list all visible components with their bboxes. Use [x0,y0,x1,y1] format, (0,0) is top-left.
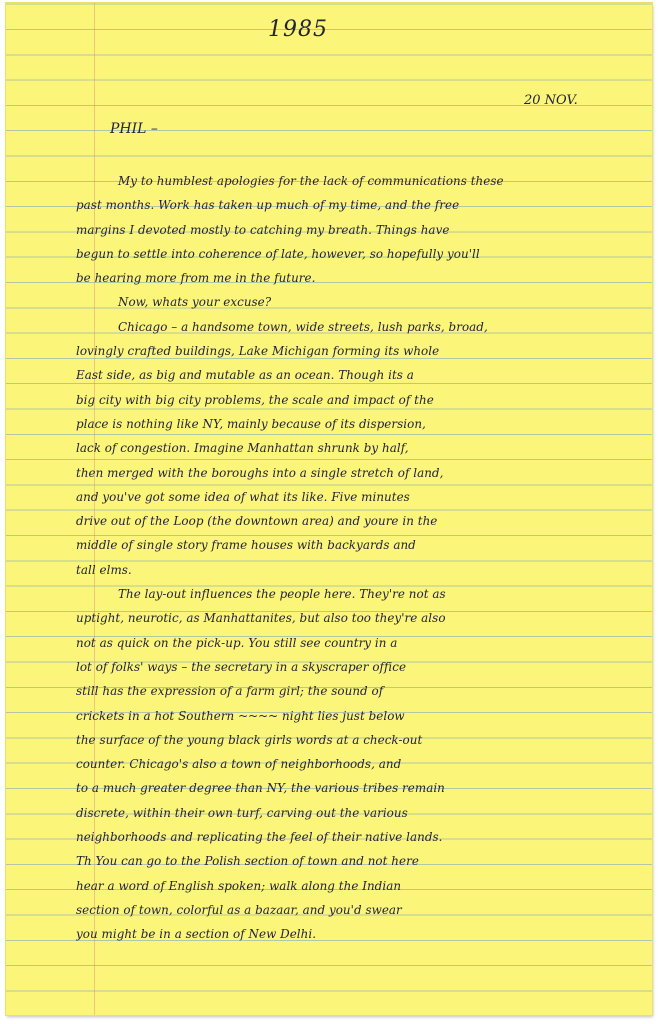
letter-line: The lay-out influences the people here. They're not as [118,587,446,602]
letter-body [76,169,631,947]
letter-line: neighborhoods and replicating the feel of their native lands. [76,830,443,845]
letter-line: lovingly crafted buildings, Lake Michigan forming its whole [76,344,440,359]
letter-line: Chicago – a handsome town, wide streets, lush parks, broad, [118,319,488,334]
letter-line: section of town, colorful as a bazaar, and you'd swear [76,902,402,917]
letter-line: margins I devoted mostly to catching my breath. Things have [76,222,450,237]
letter-line: you might be in a section of New Delhi. [76,927,317,942]
letter-line: counter. Chicago's also a town of neighborhoods, and [76,757,402,772]
letter-line: begun to settle into coherence of late, however, so hopefully you'll [76,246,480,261]
letter-line: not as quick on the pick-up. You still see country in a [76,635,398,650]
letter-line: middle of single story frame houses with backyards and [76,538,416,553]
letter-line: the surface of the young black girls words at a check-out [76,732,423,747]
letter-line: then merged with the boroughs into a single stretch of land, [76,465,444,480]
letter-line: past months. Work has taken up much of my time, and the free [76,198,460,213]
letter-line: uptight, neurotic, as Manhattanites, but also too they're also [76,611,446,626]
year-heading: 1985 [268,17,328,42]
letter-line: tall elms. [76,562,132,577]
letter-line: lot of folks' ways – the secretary in a skyscraper office [76,659,407,674]
letter-date: 20 NOV. [524,93,578,108]
letter-line: big city with big city problems, the scale and impact of the [76,392,434,407]
letter-line: Now, whats your excuse? [118,295,272,310]
letter-line: be hearing more from me in the future. [76,271,316,286]
letter-line: hear a word of English spoken; walk along the Indian [76,878,402,893]
salutation: PHIL – [110,121,158,137]
letter-line: East side, as big and mutable as an ocean. Though its a [76,368,414,383]
letter-line: and you've got some idea of what its like. Five minutes [76,489,410,504]
letter-line: discrete, within their own turf, carving out the various [76,805,408,820]
letter-line: Th You can go to the Polish section of town and not here [76,854,419,869]
letter-line: My to humblest apologies for the lack of communications these [118,174,504,188]
letter-line: to a much greater degree than NY, the various tribes remain [76,781,445,796]
letter-line: lack of congestion. Imagine Manhattan shrunk by half, [76,441,409,456]
letter-line: still has the expression of a farm girl; the sound of [76,684,384,699]
letter-line: drive out of the Loop (the downtown area) and youre in the [76,514,438,529]
letter-line: crickets in a hot Southern ~~~~ night lies just below [76,708,405,723]
letter-line: place is nothing like NY, mainly because of its dispersion, [76,416,426,431]
legal-pad-page [6,3,652,1015]
